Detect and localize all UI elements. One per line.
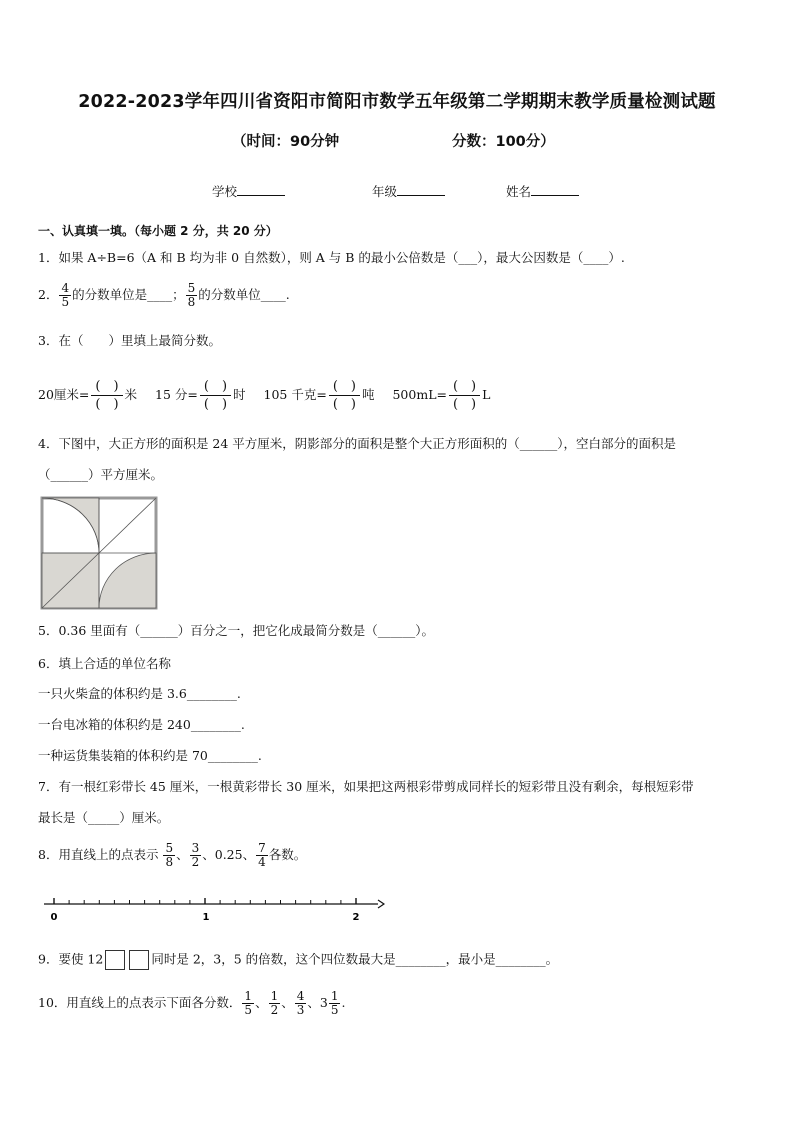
grade-label: 年级 bbox=[372, 184, 398, 199]
question-4-line-1: 4．下图中，大正方形的面积是 24 平方厘米，阴影部分的面积是整个大正方形面积的（______），空白部分的面积是 bbox=[38, 436, 677, 451]
digit-box[interactable] bbox=[129, 950, 149, 970]
exam-score: 分数：100分） bbox=[452, 134, 555, 150]
answer-fraction-blank[interactable]: ( ) ( ) bbox=[329, 378, 360, 413]
fraction: $\frac{5}{8}$ bbox=[165, 841, 174, 869]
question-9: 9．要使 12 同时是 2，3，5 的倍数，这个四位数最大是________，最小是________。 bbox=[38, 950, 558, 970]
fraction: $\frac{1}{5}$ bbox=[244, 989, 253, 1017]
grade-field[interactable] bbox=[372, 182, 445, 200]
square-figure bbox=[40, 496, 158, 610]
school-field[interactable] bbox=[212, 182, 285, 200]
question-6-title: 6．填上合适的单位名称 bbox=[38, 656, 171, 671]
question-7-line-2: 最长是（_____）厘米。 bbox=[38, 810, 170, 825]
exam-time: （时间：90分钟 bbox=[232, 134, 340, 150]
fraction: $\frac{4}{3}$ bbox=[296, 989, 305, 1017]
question-6-item-3: 一种运货集装箱的体积约是 70________. bbox=[38, 748, 262, 763]
fraction: $\frac{7}{4}$ bbox=[258, 841, 266, 869]
name-field[interactable] bbox=[506, 182, 579, 200]
digit-box[interactable] bbox=[105, 950, 125, 970]
number-line-label-1: 1 bbox=[202, 912, 210, 923]
question-3-items: 20厘米= ( ) ( ) 米 15 分= ( ) ( ) 时 105 千克= ( ) ( ) 吨 500mL= ( ) ( ) L bbox=[38, 379, 491, 412]
answer-fraction-blank[interactable]: ( ) ( ) bbox=[91, 378, 122, 413]
fraction: $\frac{1}{5}$ bbox=[330, 989, 339, 1017]
number-line bbox=[40, 894, 385, 924]
page-title: 2022-2023学年四川省资阳市简阳市数学五年级第二学期期末教学质量检测试题 bbox=[78, 92, 716, 112]
question-10: 10．用直线上的点表示下面各分数． $\frac{1}{5}$ 、 $\frac{1}{2}$ 、 $\frac{4}{3}$ 、3 $\frac{1}{5}$ . bbox=[38, 989, 346, 1017]
question-4-line-2: （______）平方厘米。 bbox=[38, 467, 164, 482]
school-label: 学校 bbox=[212, 184, 238, 199]
question-3: 3．在（ ）里填上最简分数。 bbox=[38, 333, 221, 348]
answer-fraction-blank[interactable]: ( ) ( ) bbox=[200, 378, 231, 413]
answer-fraction-blank[interactable]: ( ) ( ) bbox=[449, 378, 480, 413]
question-8: 8．用直线上的点表示 $\frac{5}{8}$ 、 $\frac{3}{2}$ 、0.25、 $\frac{7}{4}$ 各数。 bbox=[38, 841, 307, 869]
number-line-label-0: 0 bbox=[50, 912, 58, 923]
fraction: $\frac{3}{2}$ bbox=[191, 841, 200, 869]
question-5: 5．0.36 里面有（______）百分之一，把它化成最简分数是（______）。 bbox=[38, 623, 435, 638]
question-1: 1．如果 A÷B=6（A 和 B 均为非 0 自然数），则 A 与 B 的最小公倍数是（___），最大公因数是（____）. bbox=[38, 250, 625, 265]
number-line-label-2: 2 bbox=[352, 912, 360, 923]
fraction: $\frac{5}{8}$ bbox=[187, 281, 196, 309]
name-label: 姓名 bbox=[506, 184, 532, 199]
question-6-item-1: 一只火柴盒的体积约是 3.6________. bbox=[38, 686, 241, 701]
question-6-item-2: 一台电冰箱的体积约是 240________. bbox=[38, 717, 245, 732]
question-7-line-1: 7．有一根红彩带长 45 厘米，一根黄彩带长 30 厘米，如果把这两根彩带剪成同样长的短彩带且没有剩余，每根短彩带 bbox=[38, 779, 694, 794]
fraction: $\frac{1}{2}$ bbox=[270, 989, 279, 1017]
question-2: 2． $\frac{4}{5}$ 的分数单位是____； $\frac{5}{8}$ 的分数单位____. bbox=[38, 281, 290, 309]
fraction: $\frac{4}{5}$ bbox=[61, 281, 70, 309]
section-heading-1: 一、认真填一填。（每小题 2 分，共 20 分） bbox=[38, 224, 278, 238]
